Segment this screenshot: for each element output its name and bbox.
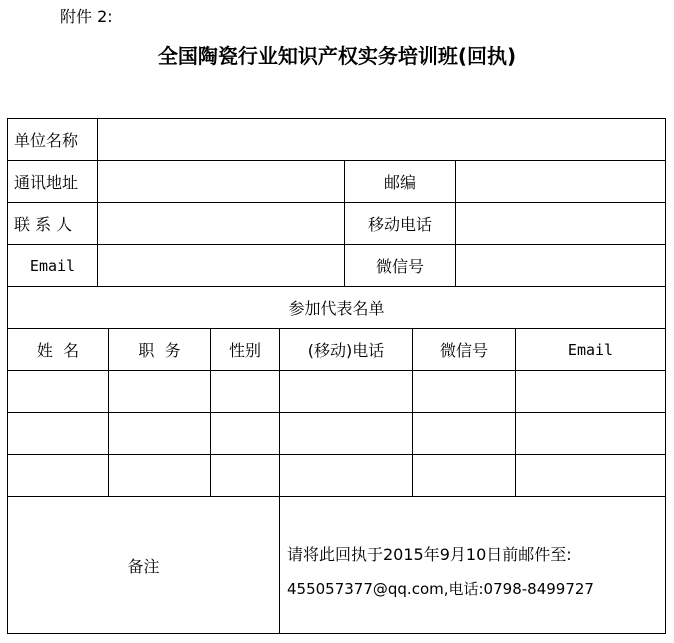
column-header-phone: (移动)电话 (307, 341, 385, 360)
address-label: 通讯地址 (14, 173, 79, 192)
delegate-email-cell[interactable] (516, 455, 665, 496)
delegate-gender-cell[interactable] (211, 371, 279, 412)
delegate-email-cell[interactable] (516, 371, 665, 412)
delegate-position-cell[interactable] (109, 371, 210, 412)
column-header-email: Email (567, 340, 614, 359)
delegate-position-cell[interactable] (109, 455, 210, 496)
column-header-gender: 性别 (228, 341, 261, 360)
delegate-name-cell[interactable] (8, 413, 108, 454)
column-header-name: 姓 名 (36, 341, 80, 360)
delegate-phone-cell[interactable] (280, 455, 412, 496)
delegate-name-cell[interactable] (8, 371, 108, 412)
delegate-wechat-cell[interactable] (413, 371, 515, 412)
delegate-phone-cell[interactable] (280, 413, 412, 454)
column-header-wechat: 微信号 (439, 341, 488, 360)
delegate-list-title: 参加代表名单 (288, 299, 385, 318)
delegate-wechat-cell[interactable] (413, 413, 515, 454)
mobile-label: 移动电话 (367, 215, 432, 234)
delegate-phone-cell[interactable] (280, 371, 412, 412)
delegate-position-cell[interactable] (109, 413, 210, 454)
remarks-contact-text: 455057377@qq.com,电话:0798-8499727 (287, 580, 594, 598)
unit-name-field[interactable] (98, 119, 665, 160)
unit-name-label: 单位名称 (14, 131, 79, 150)
address-field[interactable] (98, 161, 344, 202)
wechat-label: 微信号 (375, 257, 424, 276)
delegate-email-cell[interactable] (516, 413, 665, 454)
delegate-gender-cell[interactable] (211, 455, 279, 496)
postcode-label: 邮编 (383, 173, 416, 192)
column-header-position: 职 务 (138, 341, 181, 360)
delegate-gender-cell[interactable] (211, 413, 279, 454)
delegate-wechat-cell[interactable] (413, 455, 515, 496)
remarks-label: 备注 (127, 556, 160, 576)
email-field[interactable] (98, 245, 344, 286)
contact-person-field[interactable] (98, 203, 344, 244)
remarks-deadline-text: 请将此回执于2015年9月10日前邮件至: (287, 545, 572, 564)
remarks-note (287, 538, 594, 606)
postcode-field[interactable] (456, 161, 665, 202)
delegate-name-cell[interactable] (8, 455, 108, 496)
page-title: 全国陶瓷行业知识产权实务培训班(回执) (157, 44, 517, 68)
contact-person-label: 联 系 人 (14, 215, 73, 234)
email-label: Email (29, 256, 76, 275)
wechat-field[interactable] (456, 245, 665, 286)
mobile-field[interactable] (456, 203, 665, 244)
attachment-label: 附件 2: (60, 7, 113, 26)
